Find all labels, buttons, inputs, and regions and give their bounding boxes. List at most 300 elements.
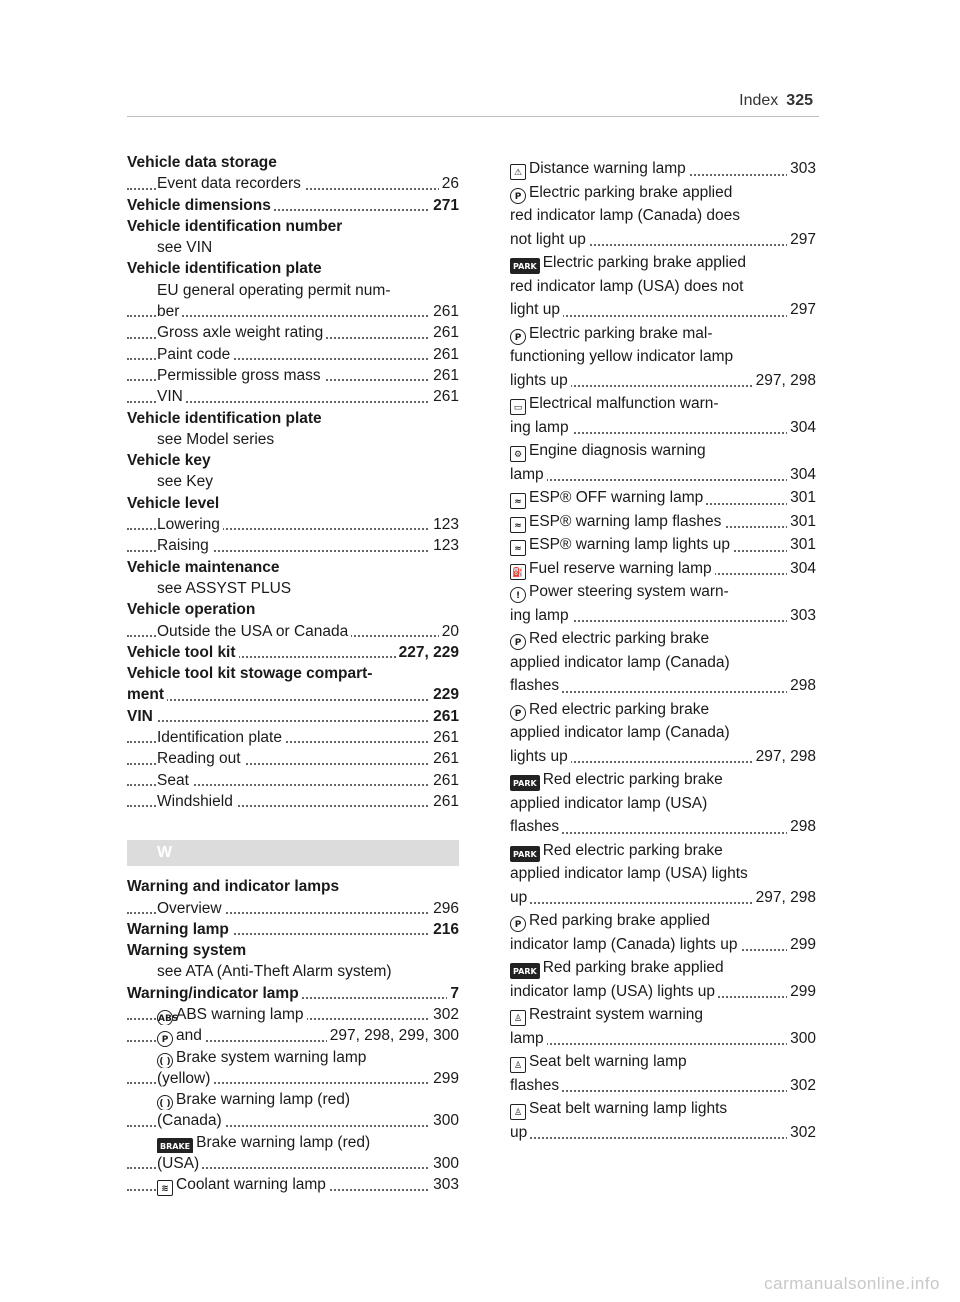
index-entry bbox=[127, 195, 459, 216]
index-entry bbox=[510, 157, 816, 181]
entry-label: light up bbox=[510, 301, 560, 318]
index-entry bbox=[510, 486, 816, 510]
entry-label: Windshield bbox=[157, 792, 233, 810]
entry-label: EU general operating permit num- bbox=[157, 281, 391, 299]
index-entry bbox=[510, 721, 816, 745]
entry-page[interactable]: 297, 298, 299, 300 bbox=[327, 1025, 459, 1046]
entry-label: Vehicle operation bbox=[127, 601, 256, 619]
index-entry bbox=[127, 471, 459, 492]
entry-label: up bbox=[510, 1123, 528, 1141]
entry-label: ber bbox=[157, 303, 180, 321]
index-entry bbox=[127, 642, 459, 663]
entry-text bbox=[510, 792, 710, 816]
index-entry bbox=[127, 898, 459, 919]
index-entry bbox=[127, 429, 459, 450]
left-entries bbox=[127, 152, 459, 812]
entry-label: Outside the USA or Canada bbox=[157, 622, 349, 640]
entry-page[interactable]: 261 bbox=[430, 344, 459, 365]
entry-label: Brake warning lamp (red) bbox=[176, 1091, 351, 1109]
index-entry bbox=[127, 1068, 459, 1089]
entry-label: red indicator lamp (USA) does not bbox=[510, 277, 744, 295]
entry-label: Identification plate bbox=[157, 729, 282, 747]
entry-page[interactable]: 304 bbox=[787, 416, 816, 440]
entry-page[interactable]: 261 bbox=[430, 322, 459, 343]
esp-icon: ≈ bbox=[510, 517, 526, 533]
entry-page[interactable]: 26 bbox=[439, 173, 459, 194]
section-header-w bbox=[127, 840, 459, 866]
entry-label: Vehicle level bbox=[127, 494, 220, 512]
entry-text bbox=[510, 392, 722, 416]
entry-label: indicator lamp (USA) lights up bbox=[510, 982, 716, 1000]
index-entry bbox=[127, 557, 459, 578]
entry-label: Red electric parking brake bbox=[529, 630, 710, 647]
entry-text bbox=[157, 514, 223, 535]
index-entry bbox=[510, 1003, 816, 1027]
entry-label: see Key bbox=[157, 473, 214, 491]
entry-label: flashes bbox=[510, 818, 560, 835]
entry-page[interactable]: 303 bbox=[787, 604, 816, 628]
entry-label: ing lamp bbox=[510, 418, 569, 436]
index-entry bbox=[127, 1004, 459, 1025]
entry-text bbox=[127, 258, 325, 279]
entry-label: not light up bbox=[510, 230, 586, 248]
entry-label: Engine diagnosis warning bbox=[529, 442, 706, 459]
index-entry bbox=[127, 578, 459, 599]
index-entry bbox=[127, 1089, 459, 1110]
entry-label: Warning/indicator lamp bbox=[127, 984, 299, 1002]
entry-page[interactable]: 261 bbox=[430, 386, 459, 407]
entry-page[interactable]: 298 bbox=[787, 815, 816, 839]
index-entry bbox=[127, 301, 459, 322]
entry-text bbox=[127, 663, 375, 684]
fuel-icon: ⛽ bbox=[510, 564, 526, 580]
entry-text bbox=[510, 463, 547, 487]
entry-label: (yellow) bbox=[157, 1069, 211, 1087]
entry-label: Vehicle identification plate bbox=[127, 409, 322, 427]
entry-text bbox=[510, 604, 572, 628]
entry-label: ESP® OFF warning lamp bbox=[529, 489, 704, 506]
entry-page[interactable]: 303 bbox=[787, 157, 816, 181]
entry-page[interactable]: 301 bbox=[787, 510, 816, 534]
entry-text bbox=[157, 301, 182, 322]
entry-label: see Model series bbox=[157, 430, 275, 448]
index-entry bbox=[127, 663, 459, 684]
index-entry bbox=[510, 416, 816, 440]
entry-text bbox=[157, 386, 186, 407]
entry-text bbox=[510, 1097, 730, 1121]
entry-label: Red electric parking brake bbox=[542, 841, 723, 859]
entry-text bbox=[510, 839, 726, 863]
entry-text bbox=[510, 745, 571, 769]
entry-text bbox=[510, 275, 746, 299]
parking-brake-icon: P bbox=[510, 705, 526, 721]
index-entry bbox=[127, 770, 459, 791]
entry-page[interactable]: 297 bbox=[787, 298, 816, 322]
entry-text bbox=[157, 471, 216, 492]
entry-text bbox=[157, 1004, 307, 1026]
index-entry bbox=[127, 493, 459, 514]
entry-text bbox=[157, 173, 304, 194]
index-entry bbox=[510, 815, 816, 839]
entry-text bbox=[510, 439, 709, 463]
entry-text bbox=[157, 1110, 225, 1131]
entry-label: Event data recorders bbox=[157, 175, 301, 193]
entry-text bbox=[510, 698, 712, 722]
index-entry bbox=[510, 1074, 816, 1098]
entry-label: ABS warning lamp bbox=[176, 1005, 304, 1023]
index-entry bbox=[127, 344, 459, 365]
entry-text bbox=[510, 322, 715, 346]
entry-text bbox=[157, 365, 324, 386]
entry-text bbox=[127, 195, 274, 216]
index-entry bbox=[127, 876, 459, 897]
entry-label: Vehicle tool kit stowage compart- bbox=[127, 665, 373, 683]
entry-label: Vehicle identification plate bbox=[127, 260, 322, 278]
index-entry bbox=[510, 674, 816, 698]
index-entry bbox=[127, 1110, 459, 1131]
index-entry bbox=[127, 599, 459, 620]
entry-page[interactable]: 297, 298 bbox=[753, 369, 816, 393]
entry-page[interactable]: 261 bbox=[430, 748, 459, 769]
entry-text bbox=[157, 322, 326, 343]
entry-label: Vehicle dimensions bbox=[127, 196, 271, 214]
entry-page[interactable]: 20 bbox=[439, 621, 459, 642]
entry-label: VIN bbox=[127, 707, 153, 725]
entry-label: Reading out bbox=[157, 750, 241, 768]
entry-page[interactable]: 297 bbox=[787, 228, 816, 252]
index-entry bbox=[127, 365, 459, 386]
entry-text bbox=[510, 1074, 562, 1098]
entry-text bbox=[510, 228, 589, 252]
entry-text bbox=[127, 152, 280, 173]
index-entry bbox=[127, 514, 459, 535]
left-column bbox=[127, 152, 459, 1196]
index-entry bbox=[510, 533, 816, 557]
index-entry bbox=[127, 258, 459, 279]
entry-text bbox=[157, 1153, 202, 1174]
entry-label: ment bbox=[127, 686, 165, 704]
entry-text bbox=[157, 770, 192, 791]
right-column bbox=[510, 157, 816, 1144]
entry-label: Vehicle tool kit bbox=[127, 643, 236, 661]
entry-text bbox=[510, 627, 712, 651]
parking-brake-icon: P bbox=[510, 916, 526, 932]
parking-brake-icon: P bbox=[510, 634, 526, 650]
park-text-icon: PARK bbox=[510, 846, 540, 862]
entry-page[interactable]: 261 bbox=[430, 365, 459, 386]
entry-page[interactable]: 302 bbox=[787, 1121, 816, 1145]
entry-text bbox=[127, 599, 258, 620]
index-entry bbox=[127, 791, 459, 812]
entry-label: Warning lamp bbox=[127, 920, 229, 938]
entry-text bbox=[157, 578, 294, 599]
restraint-icon: ♙ bbox=[510, 1010, 526, 1026]
index-entry bbox=[127, 280, 459, 301]
entry-label: Overview bbox=[157, 899, 222, 917]
index-entry bbox=[510, 956, 816, 980]
entry-text bbox=[510, 933, 740, 957]
entry-label: Fuel reserve warning lamp bbox=[529, 559, 712, 577]
entry-text bbox=[157, 237, 215, 258]
right-entries bbox=[510, 157, 816, 1144]
entry-label: Red electric parking brake bbox=[529, 700, 710, 718]
entry-label: Paint code bbox=[157, 345, 231, 363]
entry-page[interactable]: 301 bbox=[787, 533, 816, 557]
entry-text bbox=[510, 557, 715, 581]
index-entry bbox=[127, 1153, 459, 1174]
entry-label: Red electric parking brake bbox=[542, 771, 723, 788]
entry-text bbox=[157, 727, 285, 748]
entry-text bbox=[510, 651, 733, 675]
entry-text bbox=[510, 181, 735, 205]
seat-belt-icon: ♙ bbox=[510, 1104, 526, 1120]
entry-page[interactable]: 216 bbox=[430, 919, 459, 940]
entry-text bbox=[510, 580, 732, 604]
brake-text-icon: BRAKE bbox=[157, 1138, 193, 1154]
entry-page[interactable]: 301 bbox=[787, 486, 816, 510]
index-entry bbox=[510, 463, 816, 487]
entry-label: ESP® warning lamp lights up bbox=[529, 536, 730, 553]
entry-text bbox=[510, 157, 689, 181]
entry-label: Permissible gross mass bbox=[157, 366, 321, 384]
esp-off-icon: ≈ bbox=[510, 493, 526, 509]
entry-label: flashes bbox=[510, 1076, 560, 1094]
entry-page[interactable]: 229 bbox=[430, 684, 459, 705]
entry-text bbox=[157, 961, 395, 982]
entry-page[interactable]: 299 bbox=[430, 1068, 459, 1089]
left-entries-w bbox=[127, 876, 459, 1195]
entry-text bbox=[127, 642, 239, 663]
entry-label: Warning system bbox=[127, 942, 247, 960]
page-header bbox=[739, 92, 813, 110]
entry-text bbox=[510, 674, 562, 698]
entry-label: Electric parking brake mal- bbox=[529, 324, 713, 342]
index-entry bbox=[127, 152, 459, 173]
index-entry bbox=[127, 940, 459, 961]
entry-page[interactable]: 261 bbox=[430, 301, 459, 322]
index-entry bbox=[510, 557, 816, 581]
entry-page[interactable]: 303 bbox=[430, 1174, 459, 1195]
parking-brake-icon: P bbox=[510, 188, 526, 204]
entry-text bbox=[157, 1047, 369, 1069]
entry-text bbox=[157, 535, 212, 556]
entry-page[interactable]: 302 bbox=[430, 1004, 459, 1025]
entry-label: Raising bbox=[157, 537, 209, 555]
entry-label: red indicator lamp (Canada) does bbox=[510, 207, 741, 224]
entry-label: (Canada) bbox=[157, 1112, 222, 1130]
index-entry bbox=[127, 535, 459, 556]
power-steering-icon: ! bbox=[510, 587, 526, 603]
entry-text bbox=[510, 1003, 706, 1027]
entry-page[interactable]: 297, 298 bbox=[753, 886, 816, 910]
entry-page[interactable]: 227, 229 bbox=[396, 642, 459, 663]
entry-text bbox=[157, 791, 236, 812]
index-entry bbox=[127, 727, 459, 748]
entry-page[interactable]: 296 bbox=[430, 898, 459, 919]
index-entry bbox=[127, 706, 459, 727]
entry-label: applied indicator lamp (USA) bbox=[510, 794, 708, 812]
index-entry bbox=[127, 961, 459, 982]
entry-label: and bbox=[176, 1027, 202, 1045]
entry-label: Gross axle weight rating bbox=[157, 324, 324, 342]
index-entry bbox=[510, 322, 816, 346]
index-entry bbox=[510, 1097, 816, 1121]
entry-label: applied indicator lamp (Canada) bbox=[510, 724, 730, 741]
entry-label: Brake system warning lamp bbox=[176, 1048, 367, 1066]
seat-belt-icon: ♙ bbox=[510, 1057, 526, 1073]
entry-text bbox=[510, 1027, 547, 1051]
entry-text bbox=[127, 706, 156, 727]
entry-page[interactable]: 300 bbox=[430, 1110, 459, 1131]
entry-text bbox=[510, 533, 733, 557]
entry-label: Vehicle maintenance bbox=[127, 558, 280, 576]
index-entry bbox=[127, 450, 459, 471]
entry-page[interactable]: 302 bbox=[787, 1074, 816, 1098]
index-entry bbox=[510, 604, 816, 628]
entry-label: lights up bbox=[510, 371, 568, 389]
entry-text bbox=[127, 450, 214, 471]
index-entry bbox=[510, 580, 816, 604]
entry-text bbox=[510, 486, 706, 510]
index-entry bbox=[127, 1132, 459, 1153]
index-entry bbox=[510, 228, 816, 252]
entry-label: indicator lamp (Canada) lights up bbox=[510, 935, 738, 953]
entry-label: applied indicator lamp (Canada) bbox=[510, 653, 730, 671]
entry-text bbox=[510, 886, 530, 910]
entry-text bbox=[157, 1089, 353, 1111]
entry-label: Red parking brake applied bbox=[529, 912, 710, 929]
entry-page[interactable]: 261 bbox=[430, 727, 459, 748]
entry-text bbox=[127, 876, 342, 897]
entry-text bbox=[157, 1132, 373, 1154]
index-entry bbox=[127, 621, 459, 642]
index-entry bbox=[510, 439, 816, 463]
park-text-icon: PARK bbox=[510, 258, 540, 274]
entry-label: (USA) bbox=[157, 1155, 200, 1173]
entry-label: flashes bbox=[510, 677, 560, 694]
entry-text bbox=[127, 983, 302, 1004]
entry-page[interactable]: 271 bbox=[430, 195, 459, 216]
index-entry bbox=[127, 322, 459, 343]
watermark: carmanualsonline.info bbox=[764, 1274, 940, 1293]
brake-system-icon: ( ) bbox=[157, 1095, 173, 1111]
entry-text bbox=[510, 862, 751, 886]
entry-label: Brake warning lamp (red) bbox=[196, 1133, 371, 1151]
entry-text bbox=[157, 429, 277, 450]
index-entry bbox=[127, 386, 459, 407]
entry-page[interactable]: 123 bbox=[430, 514, 459, 535]
entry-page[interactable]: 261 bbox=[430, 791, 459, 812]
index-entry bbox=[127, 1174, 459, 1195]
entry-page[interactable]: 298 bbox=[787, 674, 816, 698]
engine-icon: ⚙ bbox=[510, 446, 526, 462]
entry-page[interactable]: 299 bbox=[787, 980, 816, 1004]
entry-text bbox=[510, 815, 562, 839]
index-entry bbox=[510, 1050, 816, 1074]
esp-icon: ≈ bbox=[510, 540, 526, 556]
index-entry bbox=[127, 173, 459, 194]
index-entry bbox=[127, 684, 459, 705]
entry-label: Coolant warning lamp bbox=[176, 1176, 326, 1194]
entry-text bbox=[510, 416, 572, 440]
index-entry bbox=[510, 768, 816, 792]
entry-page[interactable]: 123 bbox=[430, 535, 459, 556]
brake-system-icon: ( ) bbox=[157, 1053, 173, 1069]
entry-text bbox=[510, 768, 726, 792]
index-entry bbox=[127, 748, 459, 769]
index-entry bbox=[510, 886, 816, 910]
entry-page[interactable]: 7 bbox=[447, 983, 459, 1004]
entry-text bbox=[127, 408, 325, 429]
entry-label: Vehicle data storage bbox=[127, 154, 277, 171]
entry-text bbox=[510, 345, 736, 369]
index-entry bbox=[510, 1121, 816, 1145]
entry-page[interactable]: 304 bbox=[787, 557, 816, 581]
entry-label: Electric parking brake applied bbox=[542, 254, 747, 271]
entry-label: ESP® warning lamp flashes bbox=[529, 512, 722, 530]
entry-label: Vehicle identification number bbox=[127, 217, 343, 235]
entry-text bbox=[510, 1121, 530, 1145]
entry-text bbox=[510, 510, 724, 534]
entry-text bbox=[127, 557, 283, 578]
entry-label: Lowering bbox=[157, 516, 220, 534]
entry-text bbox=[510, 980, 718, 1004]
entry-label: VIN bbox=[157, 388, 183, 406]
entry-page[interactable]: 297, 298 bbox=[753, 745, 816, 769]
index-entry bbox=[510, 392, 816, 416]
entry-label: see ASSYST PLUS bbox=[157, 579, 292, 597]
entry-page[interactable]: 261 bbox=[430, 706, 459, 727]
entry-page[interactable]: 299 bbox=[787, 933, 816, 957]
entry-label: up bbox=[510, 888, 528, 906]
index-entry bbox=[127, 408, 459, 429]
index-entry bbox=[127, 1025, 459, 1046]
entry-text bbox=[157, 1174, 329, 1196]
index-entry bbox=[510, 909, 816, 933]
entry-text bbox=[157, 1068, 213, 1089]
entry-text bbox=[510, 956, 727, 980]
entry-text bbox=[510, 369, 571, 393]
entry-text bbox=[510, 909, 713, 933]
entry-label: Seat belt warning lamp bbox=[529, 1053, 687, 1070]
entry-page[interactable]: 300 bbox=[430, 1153, 459, 1174]
index-entry bbox=[510, 251, 816, 275]
entry-page[interactable]: 261 bbox=[430, 770, 459, 791]
entry-text bbox=[157, 898, 225, 919]
entry-text bbox=[157, 280, 393, 301]
entry-text bbox=[157, 748, 244, 769]
park-text-icon: PARK bbox=[510, 775, 540, 791]
index-entry bbox=[510, 345, 816, 369]
entry-label: see VIN bbox=[157, 239, 213, 257]
entry-text bbox=[510, 251, 749, 275]
park-text-icon: PARK bbox=[510, 963, 540, 979]
index-entry bbox=[127, 919, 459, 940]
entry-label: applied indicator lamp (USA) lights bbox=[510, 865, 748, 882]
index-entry bbox=[127, 983, 459, 1004]
index-entry bbox=[510, 275, 816, 299]
entry-text bbox=[157, 621, 351, 642]
index-entry bbox=[510, 627, 816, 651]
parking-brake-icon: P bbox=[157, 1031, 173, 1047]
section-letter: W bbox=[157, 844, 173, 862]
entry-page[interactable]: 300 bbox=[787, 1027, 816, 1051]
entry-text bbox=[510, 298, 563, 322]
entry-page[interactable]: 304 bbox=[787, 463, 816, 487]
index-entry bbox=[127, 237, 459, 258]
entry-label: functioning yellow indicator lamp bbox=[510, 348, 734, 365]
entry-label: Red parking brake applied bbox=[542, 959, 724, 976]
